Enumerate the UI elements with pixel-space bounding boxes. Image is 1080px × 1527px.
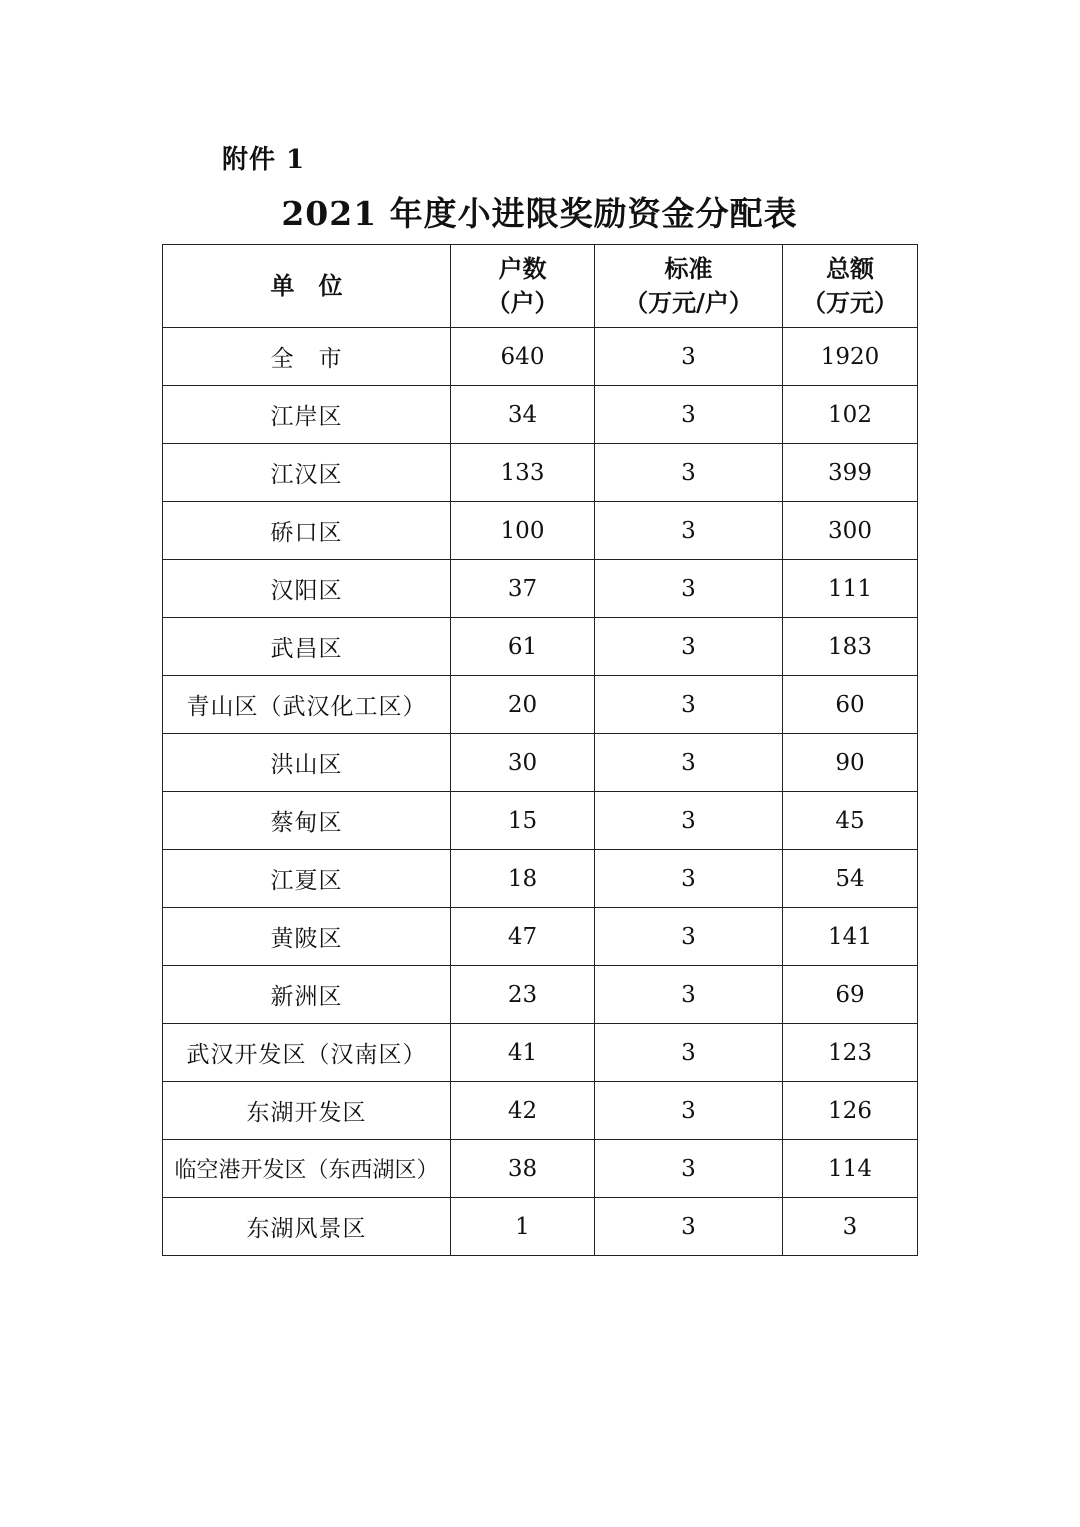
table-row <box>163 328 918 386</box>
table-row <box>163 676 918 734</box>
cell-total: 102 <box>783 386 918 444</box>
cell-households: 34 <box>451 386 595 444</box>
cell-households: 38 <box>451 1140 595 1198</box>
table-row <box>163 966 918 1024</box>
cell-unit: 江夏区 <box>163 850 451 908</box>
cell-total: 1920 <box>783 328 918 386</box>
cell-standard: 3 <box>595 444 783 502</box>
cell-total: 183 <box>783 618 918 676</box>
cell-total: 300 <box>783 502 918 560</box>
table-row <box>163 386 918 444</box>
cell-total: 69 <box>783 966 918 1024</box>
table-row <box>163 560 918 618</box>
cell-standard: 3 <box>595 676 783 734</box>
cell-total: 126 <box>783 1082 918 1140</box>
header-unit <box>163 245 451 328</box>
cell-households: 61 <box>451 618 595 676</box>
cell-households: 640 <box>451 328 595 386</box>
cell-standard: 3 <box>595 1140 783 1198</box>
cell-standard: 3 <box>595 560 783 618</box>
cell-unit: 武汉开发区（汉南区） <box>163 1024 451 1082</box>
cell-standard: 3 <box>595 328 783 386</box>
cell-standard: 3 <box>595 850 783 908</box>
table-row <box>163 1140 918 1198</box>
cell-standard: 3 <box>595 792 783 850</box>
cell-households: 23 <box>451 966 595 1024</box>
table-row <box>163 734 918 792</box>
document-title: 2021 年度小进限奖励资金分配表 <box>281 194 798 233</box>
cell-unit: 全 市 <box>163 328 451 386</box>
cell-standard: 3 <box>595 1198 783 1256</box>
table-row <box>163 618 918 676</box>
cell-total: 3 <box>783 1198 918 1256</box>
cell-unit: 汉阳区 <box>163 560 451 618</box>
table-row <box>163 1024 918 1082</box>
cell-total: 141 <box>783 908 918 966</box>
cell-standard: 3 <box>595 1082 783 1140</box>
cell-total: 399 <box>783 444 918 502</box>
cell-households: 41 <box>451 1024 595 1082</box>
cell-households: 42 <box>451 1082 595 1140</box>
cell-total: 114 <box>783 1140 918 1198</box>
cell-households: 37 <box>451 560 595 618</box>
cell-total: 90 <box>783 734 918 792</box>
cell-standard: 3 <box>595 1024 783 1082</box>
table-header <box>163 245 918 328</box>
cell-households: 20 <box>451 676 595 734</box>
cell-households: 15 <box>451 792 595 850</box>
cell-standard: 3 <box>595 502 783 560</box>
cell-standard: 3 <box>595 618 783 676</box>
cell-unit: 青山区（武汉化工区） <box>163 676 451 734</box>
cell-standard: 3 <box>595 734 783 792</box>
cell-households: 47 <box>451 908 595 966</box>
header-households <box>451 245 595 328</box>
table-body <box>163 328 918 1256</box>
cell-unit: 武昌区 <box>163 618 451 676</box>
cell-households: 100 <box>451 502 595 560</box>
cell-total: 54 <box>783 850 918 908</box>
cell-total: 123 <box>783 1024 918 1082</box>
cell-households: 18 <box>451 850 595 908</box>
table-row <box>163 1082 918 1140</box>
cell-total: 60 <box>783 676 918 734</box>
cell-unit: 江岸区 <box>163 386 451 444</box>
cell-standard: 3 <box>595 966 783 1024</box>
table-row <box>163 792 918 850</box>
cell-unit: 新洲区 <box>163 966 451 1024</box>
header-total-unit: （万元） <box>802 288 898 317</box>
cell-unit: 东湖开发区 <box>163 1082 451 1140</box>
table-row <box>163 850 918 908</box>
cell-standard: 3 <box>595 908 783 966</box>
header-standard-unit: （万元/户） <box>624 288 753 317</box>
cell-unit: 江汉区 <box>163 444 451 502</box>
header-standard <box>595 245 783 328</box>
cell-households: 30 <box>451 734 595 792</box>
allocation-table <box>162 244 918 1256</box>
header-unit-label: 单 位 <box>270 271 343 300</box>
header-total <box>783 245 918 328</box>
table-row <box>163 444 918 502</box>
cell-unit: 东湖风景区 <box>163 1198 451 1256</box>
cell-total: 111 <box>783 560 918 618</box>
cell-standard: 3 <box>595 386 783 444</box>
cell-unit: 硚口区 <box>163 502 451 560</box>
cell-total: 45 <box>783 792 918 850</box>
header-households-unit: （户） <box>486 288 559 317</box>
cell-unit: 临空港开发区（东西湖区） <box>163 1140 451 1198</box>
cell-households: 1 <box>451 1198 595 1256</box>
header-households-label: 户数 <box>498 254 547 283</box>
cell-households: 133 <box>451 444 595 502</box>
attachment-label: 附件 1 <box>222 145 306 175</box>
table-row <box>163 502 918 560</box>
header-total-label: 总额 <box>826 254 874 283</box>
table-row <box>163 908 918 966</box>
table-row <box>163 1198 918 1256</box>
header-row <box>163 245 918 328</box>
header-standard-label: 标准 <box>664 254 713 283</box>
cell-unit: 蔡甸区 <box>163 792 451 850</box>
cell-unit: 洪山区 <box>163 734 451 792</box>
cell-unit: 黄陂区 <box>163 908 451 966</box>
